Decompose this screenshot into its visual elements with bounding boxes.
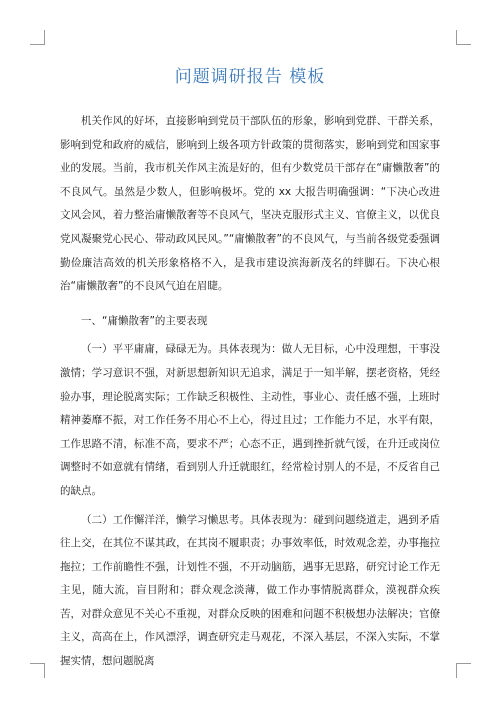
intro-paragraph: 机关作风的好坏，直接影响到党员干部队伍的形象，影响到党群、干群关系，影响到党和政府的威信，影响到上级各项方针政策的贯彻落实，影响到党和国家事业的发展。当前，我市机关作风主流是好的，但有少数党员干部存在“庸懒散奢”的不良风气。虽然是少数人，但影响极坏。党的 xx 大报告明确强调：“下决心改进文风会风，着力整治庸懒散奢等不良风气，坚决克服形式主义、官僚主义，以优良党风凝聚党心民心、带动政风民风。”“庸懒散奢”的不良风气，与当前各级党委强调勤俭廉洁高效的机关形象格格不入，是我市建设滨海新茂名的绊脚石。下决心根治“庸懒散奢”的不良风气迫在眉睫。 (60, 115, 440, 293)
crop-mark-bottom-left (30, 663, 45, 678)
section-heading: 一、“庸懒散奢”的主要表现 (81, 314, 208, 327)
crop-mark-top-right (456, 30, 471, 45)
document-title: 问题调研报告 模板 (174, 67, 326, 87)
subsection-paragraph-2: （二）工作懈洋洋，懒学习懒思考。具体表现为：碰到问题绕道走，遇到矛盾往上交，在其位不谋其政，在其岗不履职责；办事效率低，时效观念差，办事拖拉拖拉；工作前瞻性不强，计划性不强，不开动脑筋，遇事无思路，研究讨论工作无主见，随大流，盲目附和；群众观念淡薄，做工作办事情脱离群众，漠视群众疾苦，对群众意见不关心不重视，对群众反映的困难和问题不积极想办法解决；官僚主义，高高在上，作风漂浮，调查研究走马观花，不深入基层，不深入实际，不掌握实情，想问题脱离 (60, 513, 440, 668)
document-body (60, 110, 440, 674)
crop-mark-bottom-right (456, 663, 471, 678)
subsection-paragraph-1: （一）平平庸庸，碌碌无为。具体表现为：做人无目标，心中没理想，干事没激情；学习意识不强，对新思想新知识无追求，满足于一知半解，摆老资格，凭经验办事，理论脱离实际；工作缺乏积极性、主动性，事业心、责任感不强，上班时精神萎靡不振，对工作任务不用心不上心，得过且过；工作能力不足，水平有限，工作思路不清，标准不高，要求不严；心态不正，遇到挫折就气馁，在升迁或岗位调整时不如意就有情绪，看到别人升迁就眼红，经常检讨别人的不是，不反省自己的缺点。 (60, 343, 440, 497)
crop-mark-top-left (30, 30, 45, 45)
